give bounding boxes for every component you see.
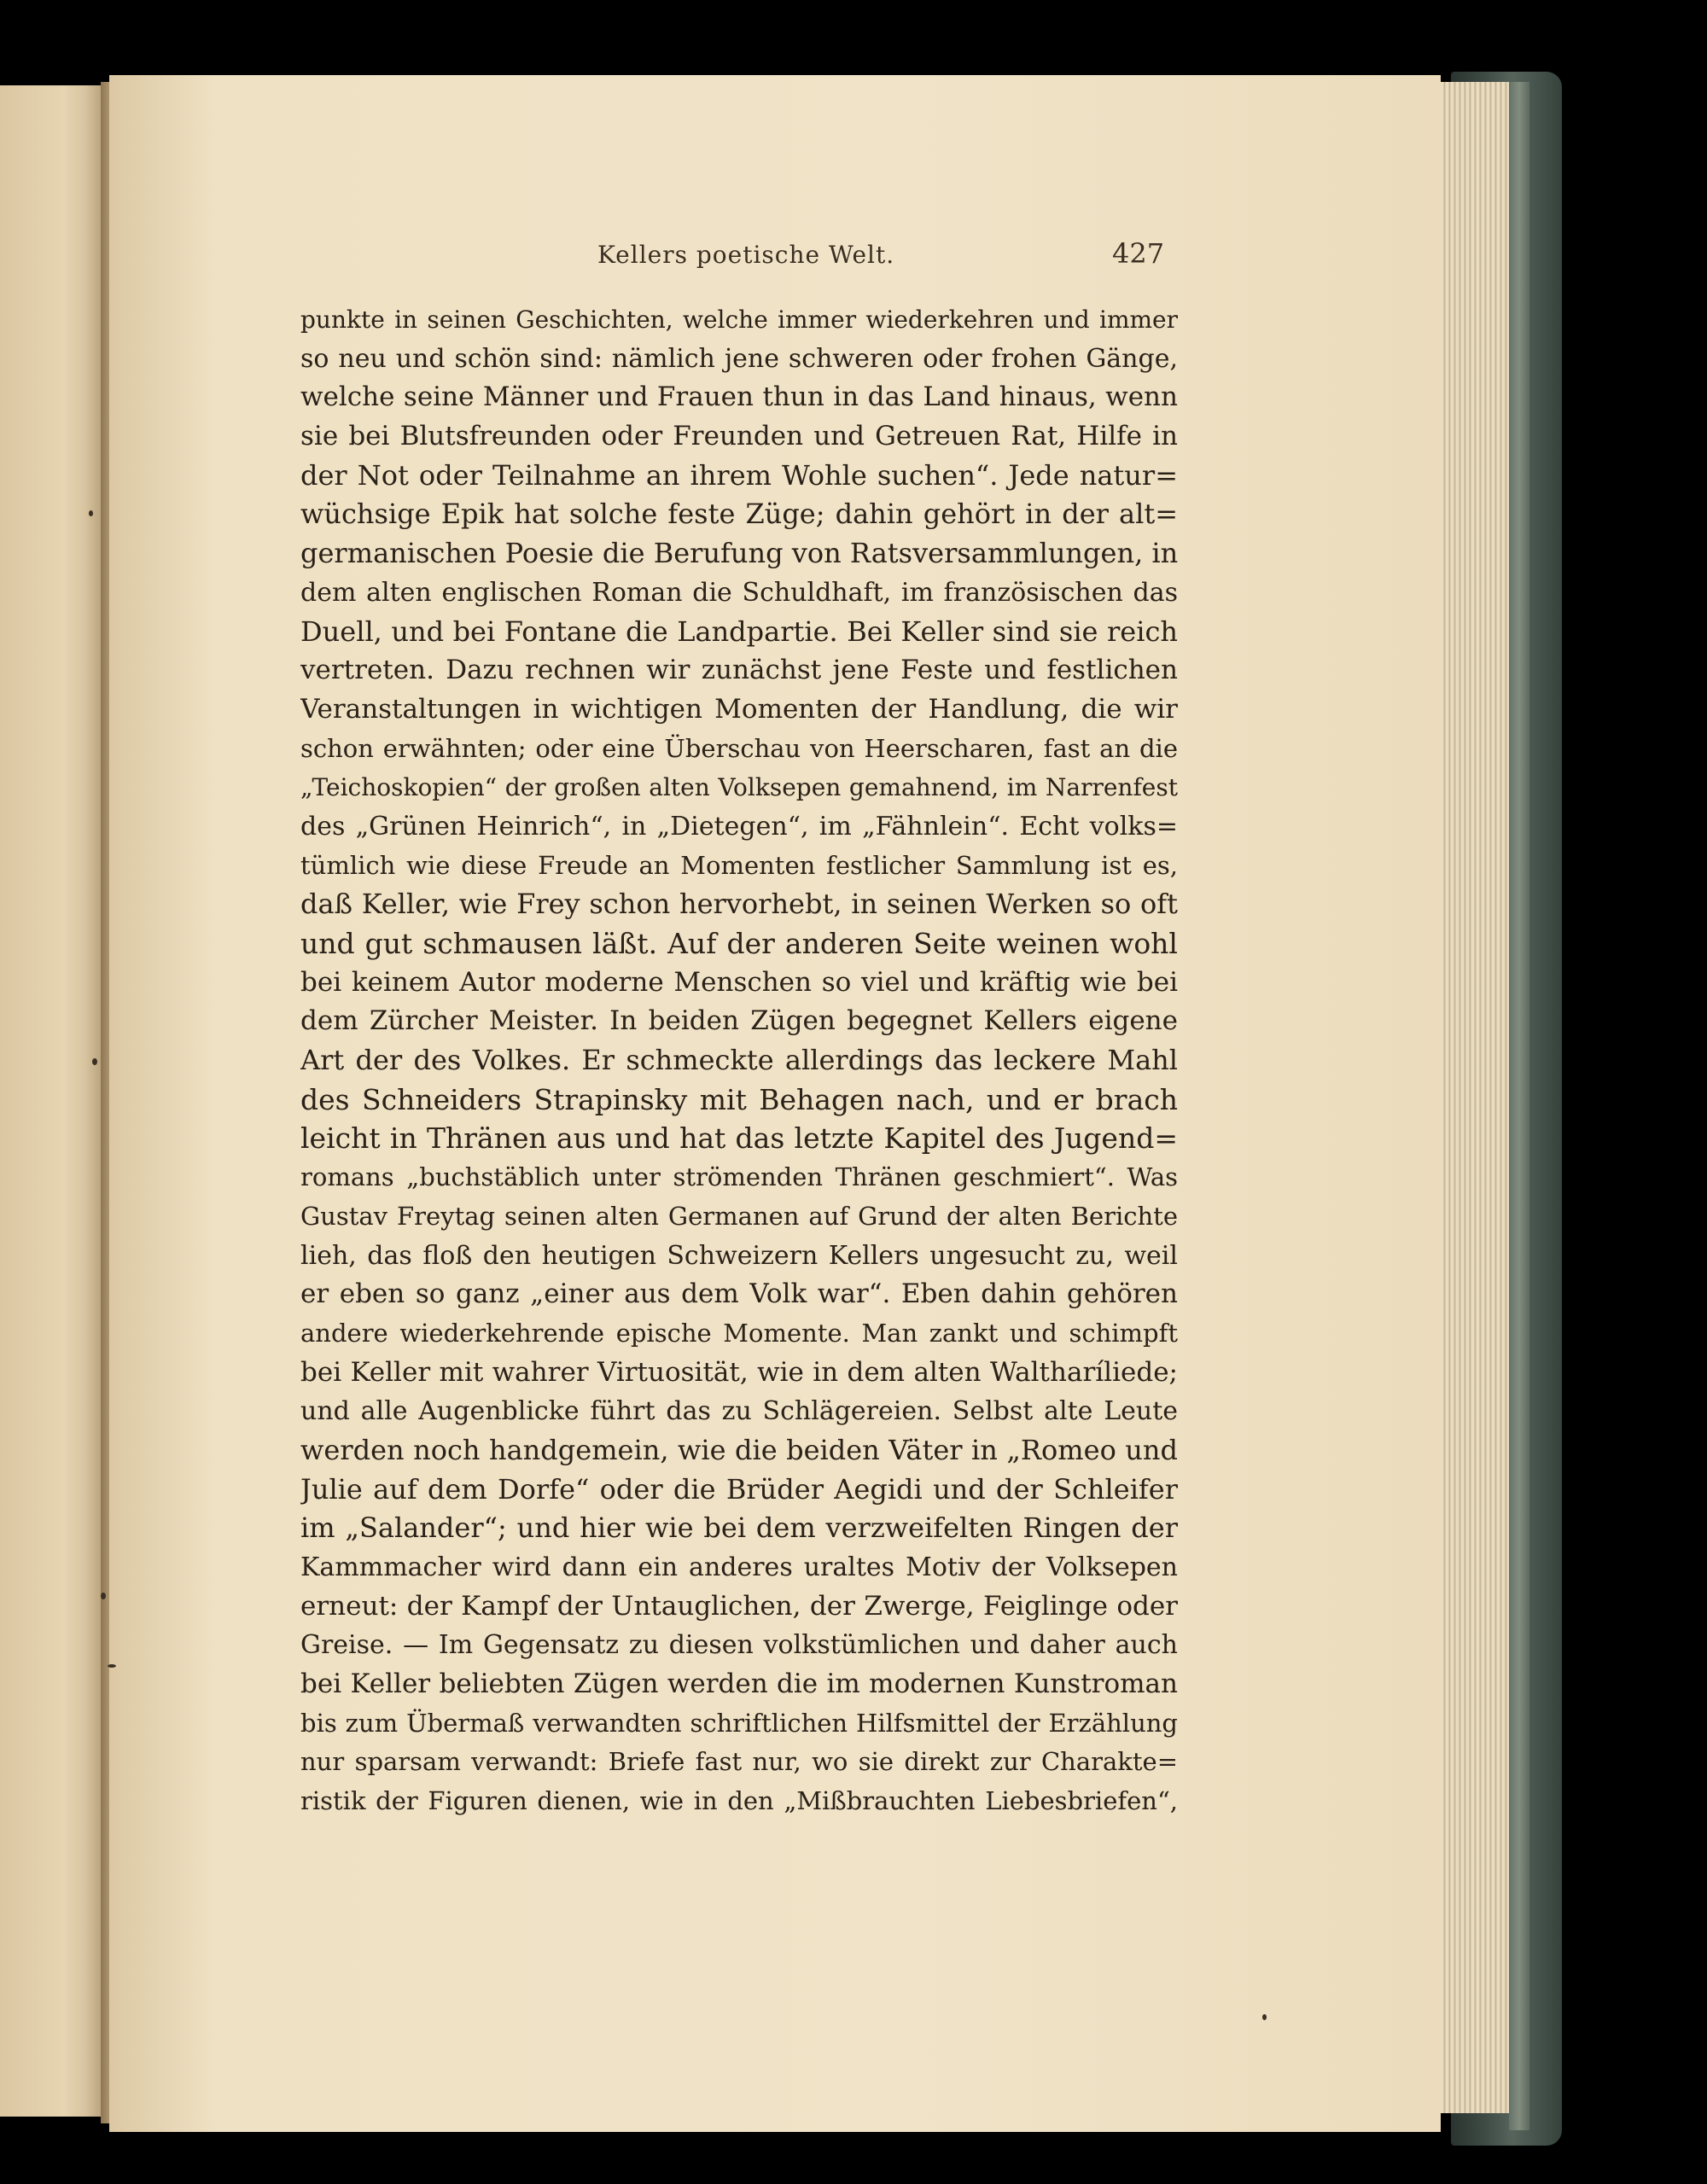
body-text <box>300 300 1178 1821</box>
text-line: vertreten. Dazu rechnen wir zunächst jene Feste und festlichen <box>300 655 1178 686</box>
text-line: der Not oder Teilnahme an ihrem Wohle suchen“. Jede natur= <box>300 458 1178 492</box>
text-line: bei Keller mit wahrer Virtuosität, wie in dem alten Waltharíliede; <box>300 1356 1178 1388</box>
text-line: erneut: der Kampf der Untauglichen, der Zwerge, Feiglinge oder <box>300 1590 1178 1622</box>
text-line: ristik der Figuren dienen, wie in den „Mißbrauchten Liebesbriefen“, <box>300 1786 1178 1816</box>
text-line: schon erwähnten; oder eine Überschau von Heerscharen, fast an die <box>300 733 1178 763</box>
text-line: bei Keller beliebten Zügen werden die im modernen Kunstroman <box>300 1669 1178 1700</box>
text-line: Art der des Volkes. Er schmeckte allerdings das leckere Mahl <box>300 1044 1178 1077</box>
text-line: leicht in Thränen aus und hat das letzte Kapitel des Jugend= <box>300 1121 1178 1156</box>
text-line: werden noch handgemein, wie die beiden Väter in „Romeo und <box>300 1433 1178 1466</box>
page-number: 427 <box>1112 237 1165 270</box>
text-line: des Schneiders Strapinsky mit Behagen nach, und er brach <box>300 1082 1178 1116</box>
text-line: Gustav Freytag seinen alten Germanen auf Grund der alten Berichte <box>300 1201 1178 1231</box>
text-line: im „Salander“; und hier wie bei dem verzweifelten Ringen der <box>300 1511 1178 1545</box>
text-line: welche seine Männer und Frauen thun in das Land hinaus, wenn <box>300 381 1178 413</box>
text-line: sie bei Blutsfreunden oder Freunden und Getreuen Rat, Hilfe in <box>300 421 1178 452</box>
text-line: bei keinem Autor moderne Menschen so viel und kräftig wie bei <box>300 966 1178 998</box>
text-line: punkte in seinen Geschichten, welche immer wiederkehren und immer <box>300 306 1178 334</box>
text-line: Julie auf dem Dorfe“ oder die Brüder Aegidi und der Schleifer <box>300 1472 1178 1506</box>
cover-edge <box>1509 82 1529 2130</box>
text-line: germanischen Poesie die Berufung von Ratsversammlungen, in <box>300 537 1178 570</box>
text-line: so neu und schön sind: nämlich jene schweren oder frohen Gänge, <box>300 343 1178 374</box>
text-line: wüchsige Epik hat solche feste Züge; dahin gehört in der alt= <box>300 498 1178 531</box>
ink-speck <box>92 1058 97 1065</box>
text-line: dem alten englischen Roman die Schuldhaft, im französischen das <box>300 577 1178 608</box>
text-line: nur sparsam verwandt: Briefe fast nur, wo sie direkt zur Charakte= <box>300 1747 1178 1777</box>
text-line: er eben so ganz „einer aus dem Volk war“. Eben dahin gehören <box>300 1278 1178 1310</box>
text-line: Duell, und bei Fontane die Landpartie. Bei Keller sind sie reich <box>300 614 1178 648</box>
page-block-edges <box>1441 82 1509 2113</box>
text-line: und alle Augenblicke führt das zu Schlägereien. Selbst alte Leute <box>300 1396 1178 1427</box>
text-line: des „Grünen Heinrich“, in „Dietegen“, im „Fähnlein“. Echt volks= <box>300 811 1178 842</box>
text-line: daß Keller, wie Frey schon hervorhebt, in seinen Werken so oft <box>300 888 1178 921</box>
text-line: andere wiederkehrende epische Momente. Man zankt und schimpft <box>300 1318 1178 1348</box>
text-line: dem Zürcher Meister. In beiden Zügen begegnet Kellers eigene <box>300 1005 1178 1037</box>
text-line: Kammmacher wird dann ein anderes uraltes Motiv der Volksepen <box>300 1552 1178 1582</box>
running-title: Kellers poetische Welt. <box>597 241 895 269</box>
ink-speck <box>1262 2014 1267 2020</box>
text-line: „Teichoskopien“ der großen alten Volksepen gemahnend, im Narrenfest <box>300 773 1178 802</box>
text-line: romans „buchstäblich unter strömenden Thränen geschmiert“. Was <box>300 1162 1178 1192</box>
ink-speck <box>89 510 93 516</box>
text-line: und gut schmausen läßt. Auf der anderen Seite weinen wohl <box>300 927 1178 960</box>
text-line: Greise. — Im Gegensatz zu diesen volkstümlichen und daher auch <box>300 1630 1178 1661</box>
text-line: bis zum Übermaß verwandten schriftlichen Hilfsmittel der Erzählung <box>300 1708 1178 1738</box>
text-line: Veranstaltungen in wichtigen Momenten der Handlung, die wir <box>300 693 1178 725</box>
text-line: lieh, das floß den heutigen Schweizern Kellers ungesucht zu, weil <box>300 1240 1178 1271</box>
ink-speck <box>108 1664 116 1668</box>
text-line: tümlich wie diese Freude an Momenten festlicher Sammlung ist es, <box>300 850 1178 880</box>
ink-speck <box>101 1593 106 1599</box>
